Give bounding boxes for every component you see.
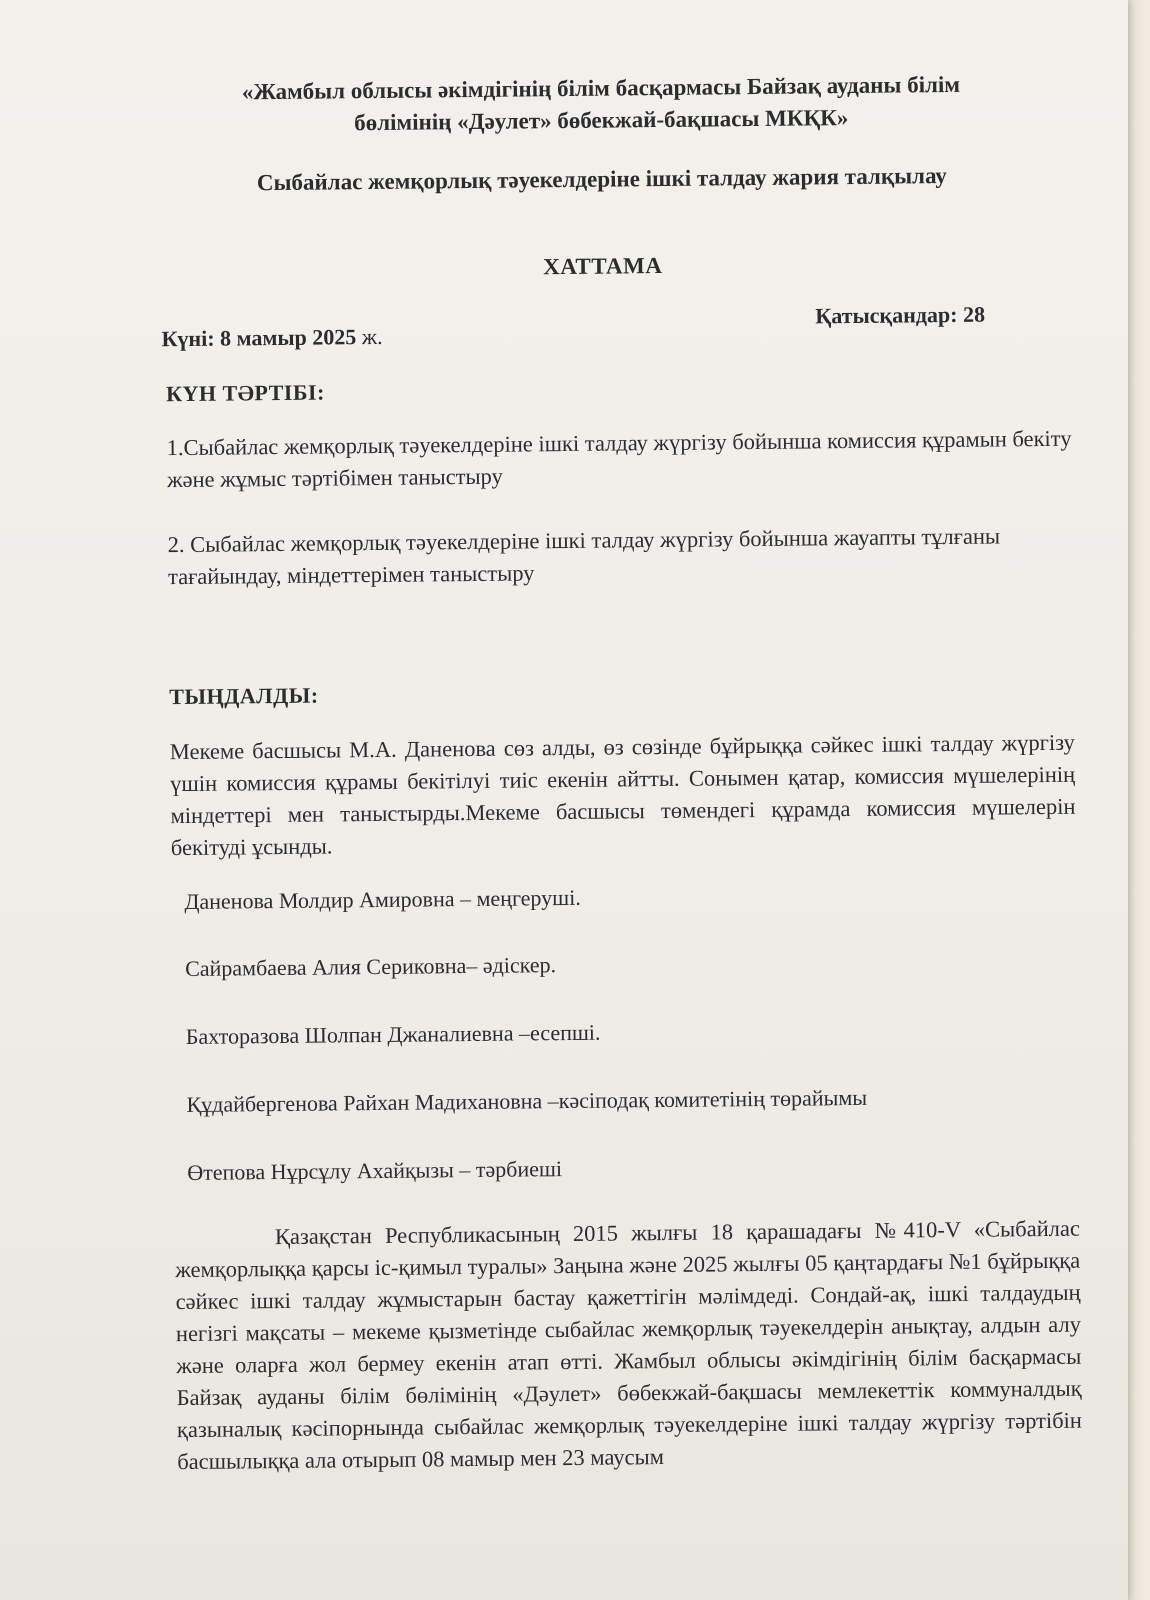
law-reference-paragraph: Қазақстан Республикасының 2015 жылғы 18 қарашадағы №410-V «Сыбайлас жемқорлыққа қарсы іс-қимыл туралы» Заңына және 2025 жылғы 05 қаңтардағы №1 бұйрыққа сәйкес ішкі талдау жұмыстарын бастау қажеттігін мәлімдеді. Сондай-ақ, ішкі талдаудың негізгі мақсаты – мекеме қызметінде сыбайлас жемқорлық тәуекелдерін анықтау, алдын алу және оларға жол бермеу екенін атап өтті. Жамбыл облысы әкімдігінің білім басқармасы Байзақ ауданы білім бөлімінің «Дәулет» бөбекжай-бақшасы мемлекеттік коммуналдық қазыналық кәсіпорнында сыбайлас жемқорлық тәуекелдеріне ішкі талдау жүргізу тәртібін басшылыққа ала отырып 08 мамыр мен 23 маусым <box>175 1215 1083 1475</box>
commission-member-3: Бахторазова Шолпан Джаналиевна –есепші. <box>185 1019 601 1050</box>
heard-paragraph: Мекеме басшысы М.А. Даненова сөз алды, өз сөзінде бұйрыққа сәйкес ішкі талдау жүргізу үшін комиссия құрамы бекітілуі тиіс екенін айтты. Сонымен қатар, комиссия мүшелерінің міндеттері мен таныстырды.Мекеме басшысы төмендегі құрамда комиссия мүшелерін бекітуді ұсынды. <box>169 729 1076 861</box>
meeting-date-label: Күні: 8 мамыр 2025 <box>161 324 357 352</box>
agenda-item-2: 2. Сыбайлас жемқорлық тәуекелдеріне ішкі талдау жүргізу бойынша жауапты тұлғаны тағайындау, міндеттерімен таныстыру <box>167 523 1001 590</box>
heard-heading: ТЫҢДАЛДЫ: <box>169 682 319 710</box>
document-subject: Сыбайлас жемқорлық тәуекелдеріне ішкі талдау жария талқылау <box>256 163 947 196</box>
meeting-date <box>161 324 382 352</box>
organization-line-2: бөлімінің «Дәулет» бөбекжай-бақшасы МКҚК» <box>354 105 849 136</box>
organization-line-1: «Жамбыл облысы әкімдігінің білім басқармасы Байзақ ауданы білім <box>241 71 961 105</box>
agenda-heading: КҮН ТӘРТІБІ: <box>165 379 325 407</box>
document-type-title: ХАТТАМА <box>543 252 663 280</box>
meeting-date-suffix: ж. <box>356 323 383 350</box>
commission-member-4: Құдайбергенова Райхан Мадихановна –кәсіподақ комитетінің төрайымы <box>186 1084 868 1118</box>
participants-count: Қатысқандар: 28 <box>815 301 986 329</box>
organization-header <box>151 68 1052 141</box>
commission-member-2: Сайрамбаева Алия Сериковна– әдіскер. <box>184 952 557 982</box>
commission-member-1: Даненова Молдир Амировна – меңгеруші. <box>184 884 581 915</box>
agenda-item-1: 1.Сыбайлас жемқорлық тәуекелдеріне ішкі талдау жүргізу бойынша комиссия құрамын бекіту және жұмыс тәртібімен таныстыру <box>166 425 1072 493</box>
commission-member-5: Өтепова Нұрсұлу Ахайқызы – тәрбиеші <box>187 1156 563 1186</box>
